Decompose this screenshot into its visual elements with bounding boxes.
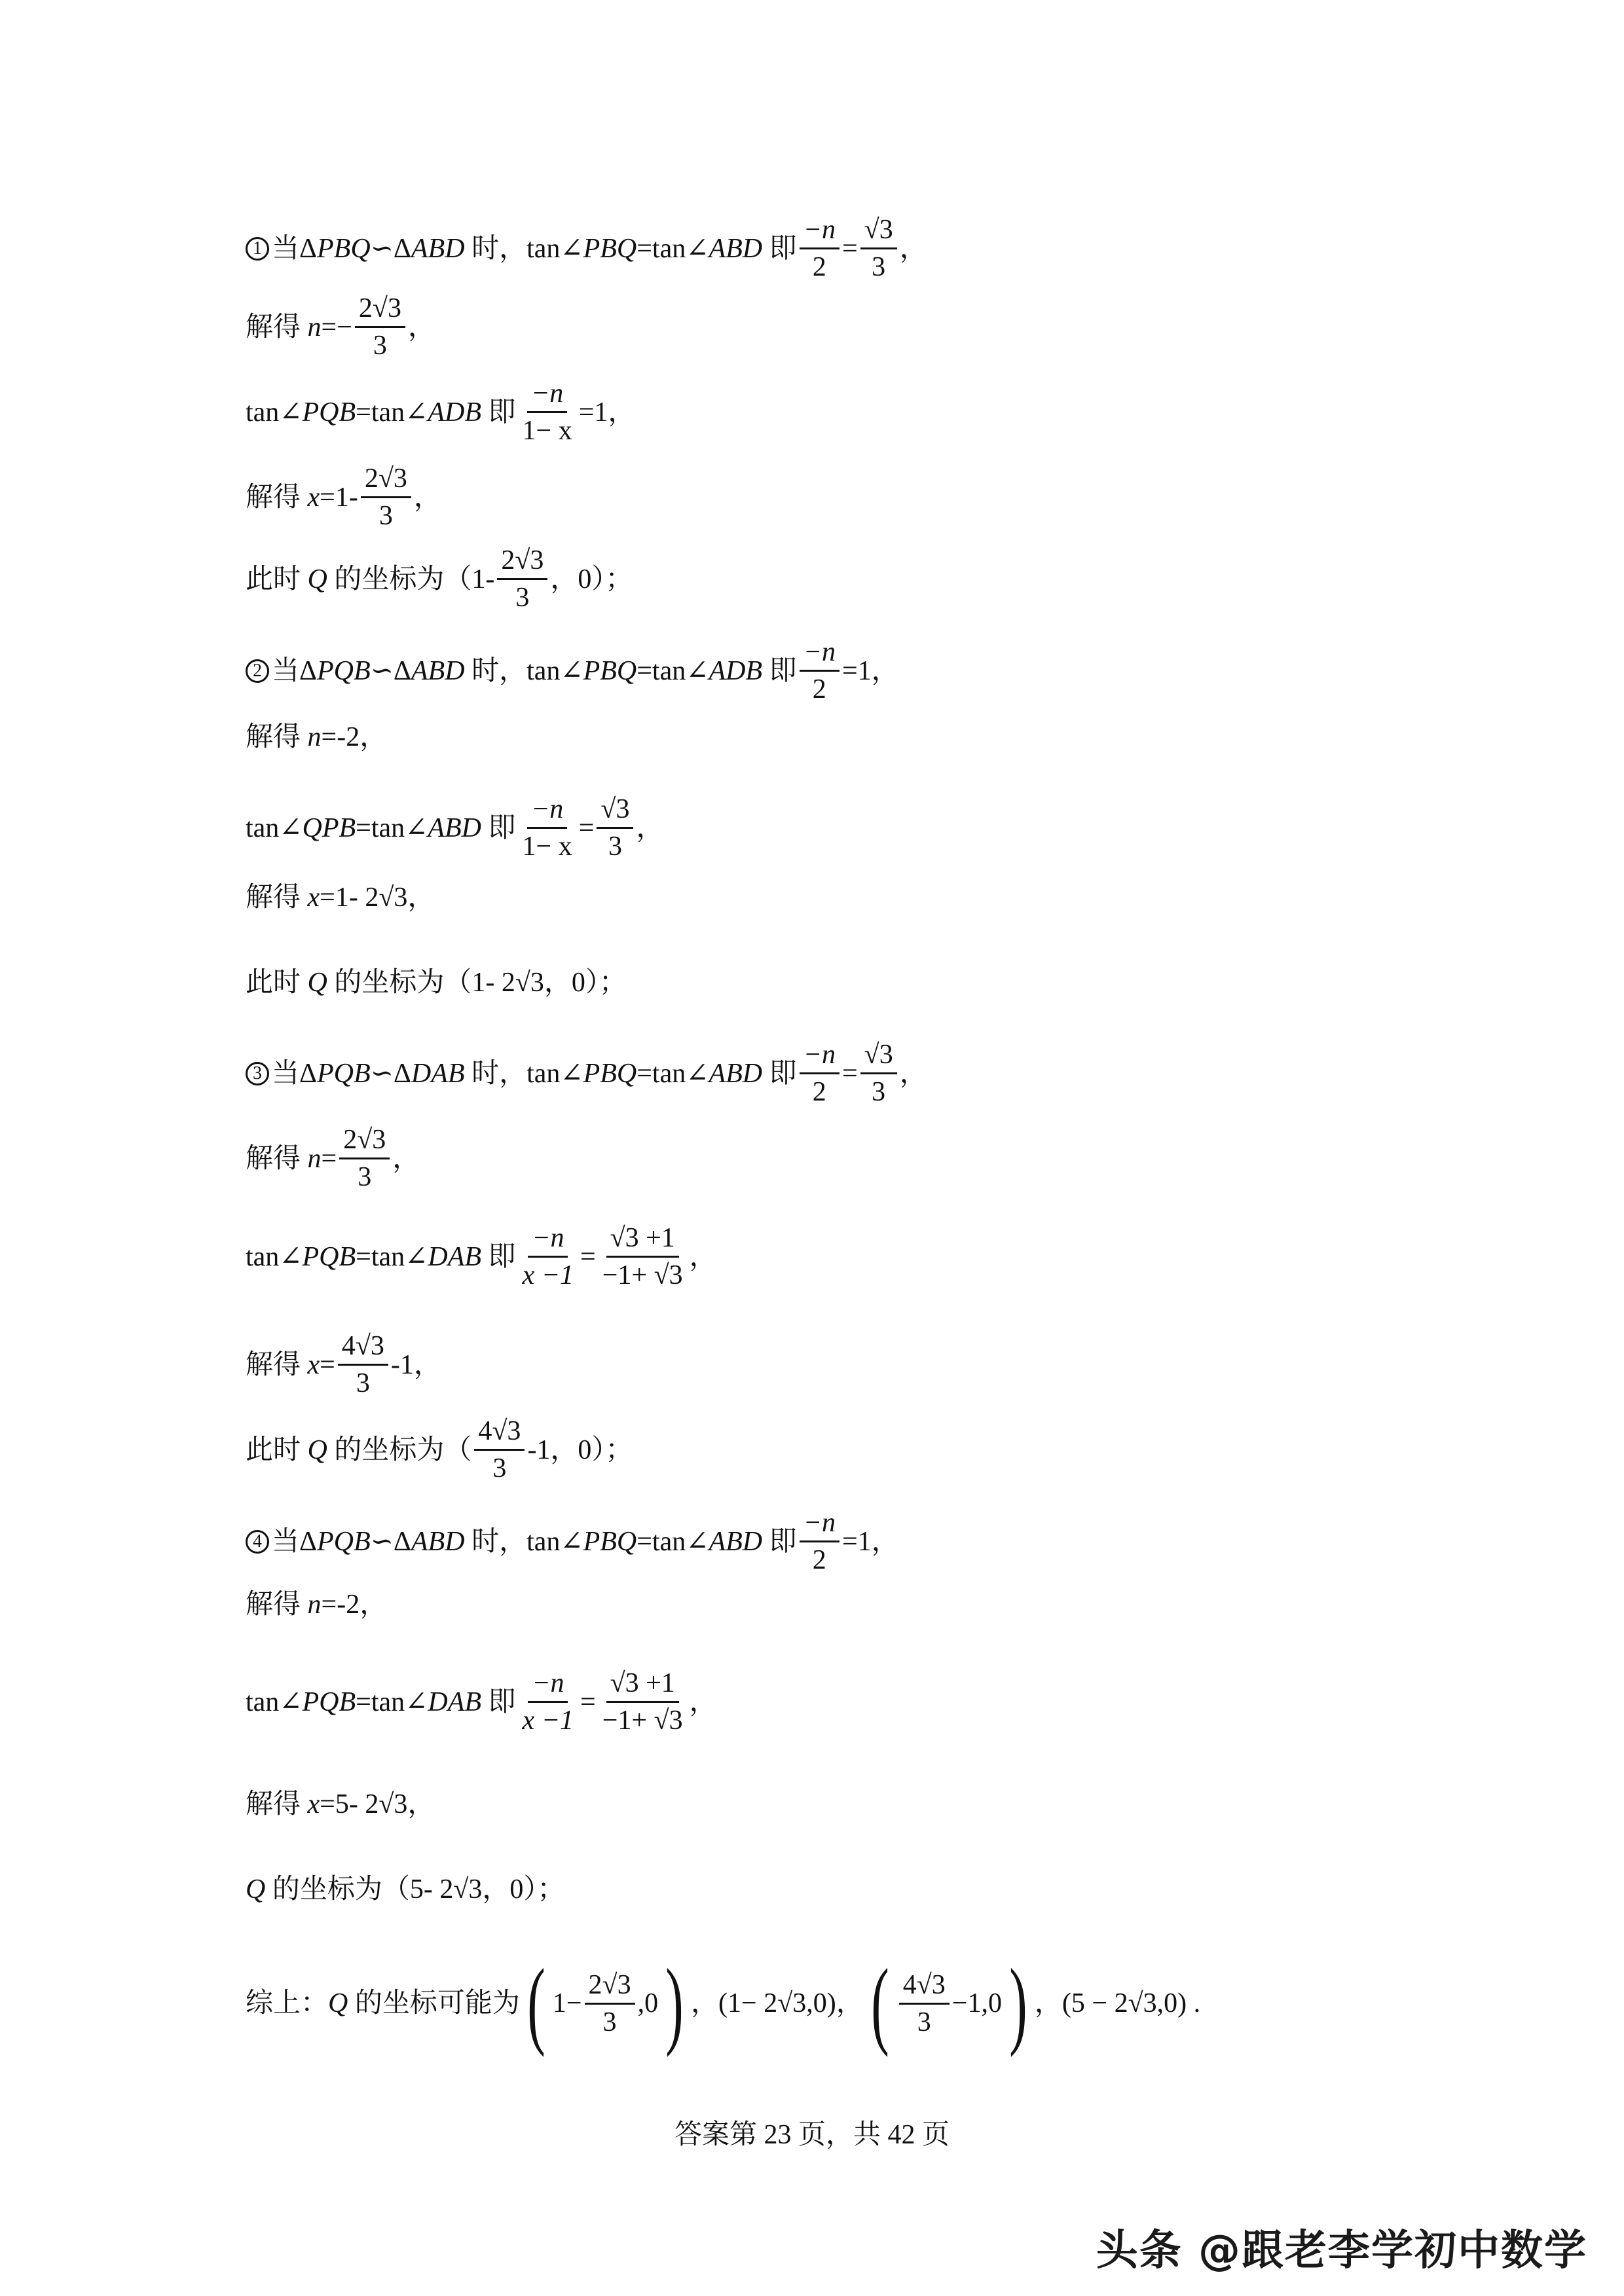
fraction: $\frac{-n}{x -1}$: [522, 1668, 574, 1736]
text: =tan∠: [356, 397, 428, 428]
text: 综上：: [246, 1988, 329, 2018]
fraction: $\frac{-n}{2}$: [800, 1509, 840, 1574]
math-var: ABD: [411, 233, 465, 264]
fraction: $\frac{-n}{x -1}$: [522, 1223, 574, 1290]
text: 即: [762, 655, 797, 686]
solution-line: [246, 295, 435, 359]
fraction: $\frac{√3 +1}{-1+ √3}$: [602, 1223, 683, 1290]
text: ，: [392, 1143, 420, 1174]
page-footer: 答案第 23 页，共 42 页: [674, 2120, 950, 2150]
math-var: Q: [307, 564, 327, 594]
math-var: ABD: [411, 655, 465, 686]
solution-line: [246, 884, 435, 911]
text: 时，tan∠: [464, 1526, 583, 1557]
math-var: ABD: [709, 233, 763, 264]
text: =1-: [320, 482, 358, 513]
triangle-symbol: Δ: [393, 655, 411, 686]
math-var: Q: [328, 1988, 348, 2018]
fraction: $\frac{√3}{3}$: [860, 216, 897, 281]
triangle-symbol: Δ: [393, 233, 411, 264]
text: 当: [272, 1058, 300, 1089]
text: tan∠: [246, 397, 303, 428]
math-var: x: [307, 1349, 320, 1380]
similar-symbol: ∽: [370, 655, 394, 686]
text: 解得: [246, 883, 308, 913]
math-var: QPB: [302, 812, 356, 843]
math-var: n: [307, 1143, 322, 1174]
triangle-symbol: Δ: [299, 233, 318, 264]
text: ，: [899, 1058, 927, 1089]
math-var: ABD: [411, 1526, 465, 1557]
case-number: 2: [246, 659, 269, 683]
math-var: PBQ: [583, 655, 637, 686]
fraction: $\frac{√3 +1}{-1+ √3}$: [602, 1668, 683, 1736]
text: 即: [481, 397, 516, 428]
triangle-symbol: Δ: [299, 1058, 318, 1089]
fraction: $\frac{-n}{1- x}$: [522, 378, 572, 446]
fraction: $\frac{-n}{1- x}$: [522, 794, 572, 862]
math-var: PQB: [302, 1241, 356, 1272]
equals: =: [841, 1058, 858, 1089]
solution-line: [246, 969, 627, 996]
text: 解得: [246, 1789, 308, 1819]
text: ，: [689, 1241, 717, 1272]
case-number: 3: [246, 1062, 269, 1085]
fraction: $\frac{-n}{2}$: [800, 1041, 840, 1106]
left-paren: (: [870, 1949, 889, 2058]
text: =tan∠: [637, 655, 709, 686]
text: 解得: [246, 722, 308, 752]
text: =tan∠: [356, 812, 428, 843]
math-var: Q: [307, 1434, 327, 1465]
text: =-2，: [321, 722, 388, 752]
math-var: n: [307, 1590, 322, 1620]
text: =1- 2√3，: [320, 883, 435, 913]
text: 解得: [246, 1590, 308, 1620]
solution-line: [246, 1876, 564, 1903]
text: 即: [481, 812, 516, 843]
solution-line: [246, 1509, 899, 1574]
fraction: $\frac{4√3}{3}$: [338, 1332, 388, 1397]
text: 此时: [246, 564, 308, 594]
text: 当: [272, 233, 300, 264]
solution-line: [246, 1417, 633, 1482]
text: ，(1− 2√3,0)，: [691, 1988, 864, 2018]
text: ，: [407, 312, 435, 342]
fraction: $\frac{√3}{3}$: [860, 1041, 897, 1106]
fraction: $\frac{4√3}{3}$: [474, 1417, 525, 1482]
math-var: PQB: [317, 655, 371, 686]
math-var: PQB: [317, 1526, 371, 1557]
math-var: x: [307, 883, 320, 913]
text: =5- 2√3，: [320, 1789, 435, 1819]
solution-line: [246, 216, 927, 281]
text: =tan∠: [356, 1241, 428, 1272]
text: =: [321, 1143, 337, 1174]
math-var: ADB: [428, 397, 482, 428]
text: ，: [413, 482, 441, 513]
equals: =: [580, 1241, 596, 1272]
solution-line: [246, 1126, 420, 1191]
math-var: PBQ: [583, 1526, 637, 1557]
math-var: PBQ: [317, 233, 371, 264]
fraction: $\frac{2√3}{3}$: [585, 1971, 635, 2036]
math-var: PQB: [302, 1686, 356, 1717]
right-paren: ): [1009, 1949, 1027, 2058]
watermark: 头条 @跟老李学初中数学: [1096, 2227, 1587, 2275]
text: 即: [762, 1526, 797, 1557]
fraction: $\frac{-n}{2}$: [800, 216, 840, 281]
math-var: PQB: [302, 397, 356, 428]
math-var: ABD: [709, 1058, 763, 1089]
fraction: $\frac{-n}{2}$: [800, 638, 840, 703]
solution-line: [246, 1041, 927, 1106]
similar-symbol: ∽: [370, 1058, 394, 1089]
equals: =: [578, 812, 595, 843]
text: 的坐标为（1- 2√3，0）；: [327, 968, 627, 998]
text: tan∠: [246, 1686, 303, 1717]
math-var: Q: [246, 1874, 266, 1904]
fraction: $\frac{2√3}{3}$: [361, 465, 411, 530]
text: 的坐标为（1-: [327, 564, 495, 594]
math-var: ADB: [709, 655, 763, 686]
equals: =: [580, 1686, 596, 1717]
text: 解得: [246, 482, 308, 513]
math-var: DAB: [428, 1686, 482, 1717]
text: =tan∠: [356, 1686, 428, 1717]
text: ,0: [637, 1988, 659, 2018]
text: ，: [636, 812, 664, 843]
text: 的坐标为（5- 2√3，0）；: [265, 1874, 565, 1904]
text: 当: [272, 655, 300, 686]
text: -1，: [390, 1349, 441, 1380]
right-paren: ): [665, 1949, 684, 2058]
solution-line: [246, 638, 899, 703]
text: =tan∠: [637, 1526, 709, 1557]
triangle-symbol: Δ: [299, 655, 318, 686]
triangle-symbol: Δ: [393, 1058, 411, 1089]
math-var: n: [307, 312, 322, 342]
text: =1，: [841, 655, 899, 686]
triangle-symbol: Δ: [393, 1526, 411, 1557]
fraction: $\frac{4√3}{3}$: [899, 1971, 950, 2036]
triangle-symbol: Δ: [299, 1526, 318, 1557]
math-var: DAB: [428, 1241, 482, 1272]
case-number: 4: [246, 1530, 269, 1554]
solution-line: [246, 380, 635, 445]
fraction: $\frac{√3}{3}$: [597, 795, 633, 860]
math-var: ABD: [709, 1526, 763, 1557]
left-paren: (: [527, 1949, 545, 2058]
math-var: PBQ: [583, 1058, 637, 1089]
text: 即: [762, 233, 797, 264]
text: ，: [899, 233, 927, 264]
fraction: $\frac{2√3}{3}$: [339, 1126, 390, 1191]
equals: =: [841, 233, 858, 264]
text: tan∠: [246, 1241, 303, 1272]
solution-line: [246, 723, 387, 751]
similar-symbol: ∽: [370, 1526, 394, 1557]
math-var: DAB: [411, 1058, 465, 1089]
math-var: Q: [307, 968, 327, 998]
math-var: PBQ: [583, 233, 637, 264]
math-var: PQB: [317, 1058, 371, 1089]
similar-symbol: ∽: [370, 233, 394, 264]
text: 时，tan∠: [464, 655, 583, 686]
text: 解得: [246, 1349, 308, 1380]
text: 的坐标为（: [327, 1434, 472, 1465]
text: -1，0）；: [527, 1434, 633, 1465]
math-var: x: [307, 1789, 320, 1819]
text: 时，tan∠: [464, 1058, 583, 1089]
text: 当: [272, 1526, 300, 1557]
text: 此时: [246, 1434, 308, 1465]
solution-line: [246, 1224, 717, 1289]
text: =1，: [578, 397, 636, 428]
text: =tan∠: [637, 1058, 709, 1089]
solution-line: [246, 547, 633, 611]
solution-line: [246, 1791, 435, 1818]
fraction: $\frac{2√3}{3}$: [497, 547, 547, 611]
text: 解得: [246, 312, 308, 342]
text: −1,0: [951, 1988, 1002, 2018]
text: 即: [762, 1058, 797, 1089]
text: ，(5 − 2√3,0) .: [1034, 1988, 1201, 2018]
text: =-2，: [321, 1590, 388, 1620]
text: 此时: [246, 968, 308, 998]
text: 的坐标可能为: [348, 1988, 520, 2018]
solution-line: [246, 465, 441, 530]
fraction: $\frac{2√3}{3}$: [355, 295, 405, 359]
solution-line: [246, 795, 664, 860]
solution-line: [246, 1669, 717, 1734]
solution-line: [246, 1332, 441, 1397]
text: 即: [481, 1686, 516, 1717]
text: ，: [689, 1686, 717, 1717]
summary-line: [246, 1949, 1201, 2058]
text: 解得: [246, 1143, 308, 1174]
math-var: ABD: [428, 812, 482, 843]
text: tan∠: [246, 812, 303, 843]
math-var: n: [307, 722, 322, 752]
math-var: x: [307, 482, 320, 513]
text: ，0）；: [550, 564, 633, 594]
text: =: [320, 1349, 335, 1380]
case-number: 1: [246, 237, 269, 261]
text: =1，: [841, 1526, 899, 1557]
text: 时，tan∠: [464, 233, 583, 264]
text: 1−: [552, 1988, 582, 2018]
text: 即: [481, 1241, 516, 1272]
text: =−: [321, 312, 352, 342]
text: =tan∠: [637, 233, 709, 264]
solution-line: [246, 1591, 387, 1618]
